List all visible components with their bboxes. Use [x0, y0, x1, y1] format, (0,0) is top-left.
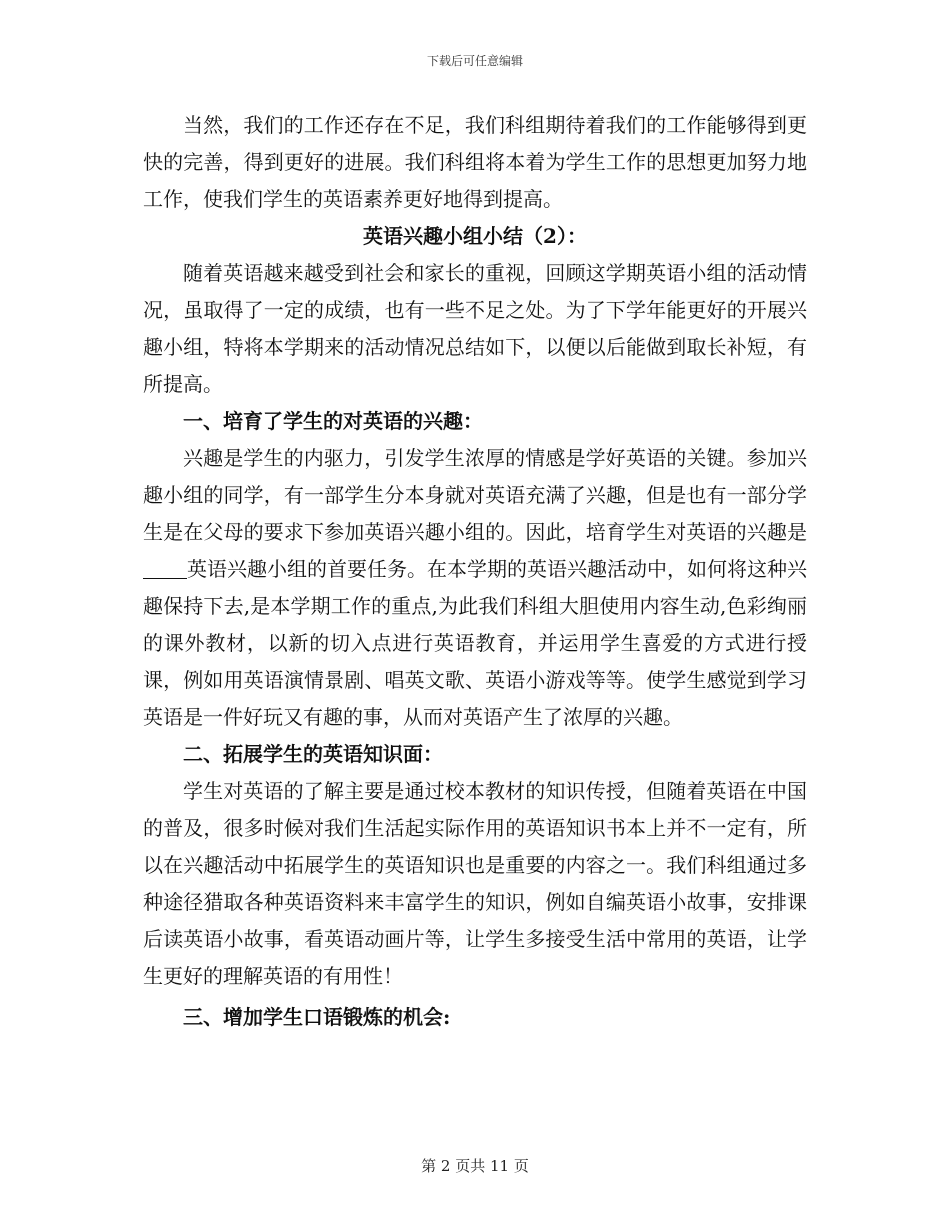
paragraph-interest: [143, 440, 807, 736]
heading-interest: 一、培育了学生的对英语的兴趣：: [183, 409, 483, 433]
heading-speaking: 三、增加学生口语锻炼的机会:: [183, 1005, 451, 1029]
paragraph-knowledge: 学生对英语的了解主要是通过校本教材的知识传授，但随着英语在中国的普及，很多时候对我们生活起实际作用的英语知识书本上并不一定有，所以在兴趣活动中拓展学生的英语知识也是重要的内容之一。我们科组通过多种途径猎取各种英语资料来丰富学生的知识，例如自编英语小故事，安排课后读英语小故事，看英语动画片等，让学生多接受生活中常用的英语，让学生更好的理解英语的有用性！: [143, 779, 807, 988]
fill-in-blank: [143, 558, 187, 579]
section-intro-paragraph: 随着英语越来越受到社会和家长的重视，回顾这学期英语小组的活动情况，虽取得了一定的成绩，也有一些不足之处。为了下学年能更好的开展兴趣小组，特将本学期来的活动情况总结如下，以便以后能做到取长补短，有所提高。: [143, 261, 807, 396]
page-header-note: 下载后可任意编辑: [426, 54, 523, 68]
paragraph-interest-part-1: 兴趣是学生的内驱力，引发学生浓厚的情感是学好英语的关键。参加兴趣小组的同学，有一部学生分本身就对英语充满了兴趣，但是也有一部分学生是在父母的要求下参加英语兴趣小组的。因此，培育学生对英语的兴趣是: [143, 446, 807, 544]
section-title: 英语兴趣小组小结（2）：: [363, 224, 587, 248]
page-number: 第 2 页共 11 页: [421, 1157, 529, 1175]
document-body: [143, 107, 807, 1036]
intro-paragraph: 当然，我们的工作还存在不足，我们科组期待着我们的工作能够得到更快的完善，得到更好的进展。我们科组将本着为学生工作的思想更加努力地工作，使我们学生的英语素养更好地得到提高。: [143, 113, 807, 211]
heading-knowledge: 二、拓展学生的英语知识面：: [183, 742, 443, 766]
paragraph-interest-part-2: 英语兴趣小组的首要任务。在本学期的英语兴趣活动中，如何将这种兴趣保持下去,是本学期工作的重点,为此我们科组大胆使用内容生动,色彩绚丽的课外教材，以新的切入点进行英语教育，并运用学生喜爱的方式进行授课，例如用英语演情景剧、唱英文歌、英语小游戏等等。使学生感觉到学习英语是一件好玩又有趣的事，从而对英语产生了浓厚的兴趣。: [143, 557, 807, 729]
